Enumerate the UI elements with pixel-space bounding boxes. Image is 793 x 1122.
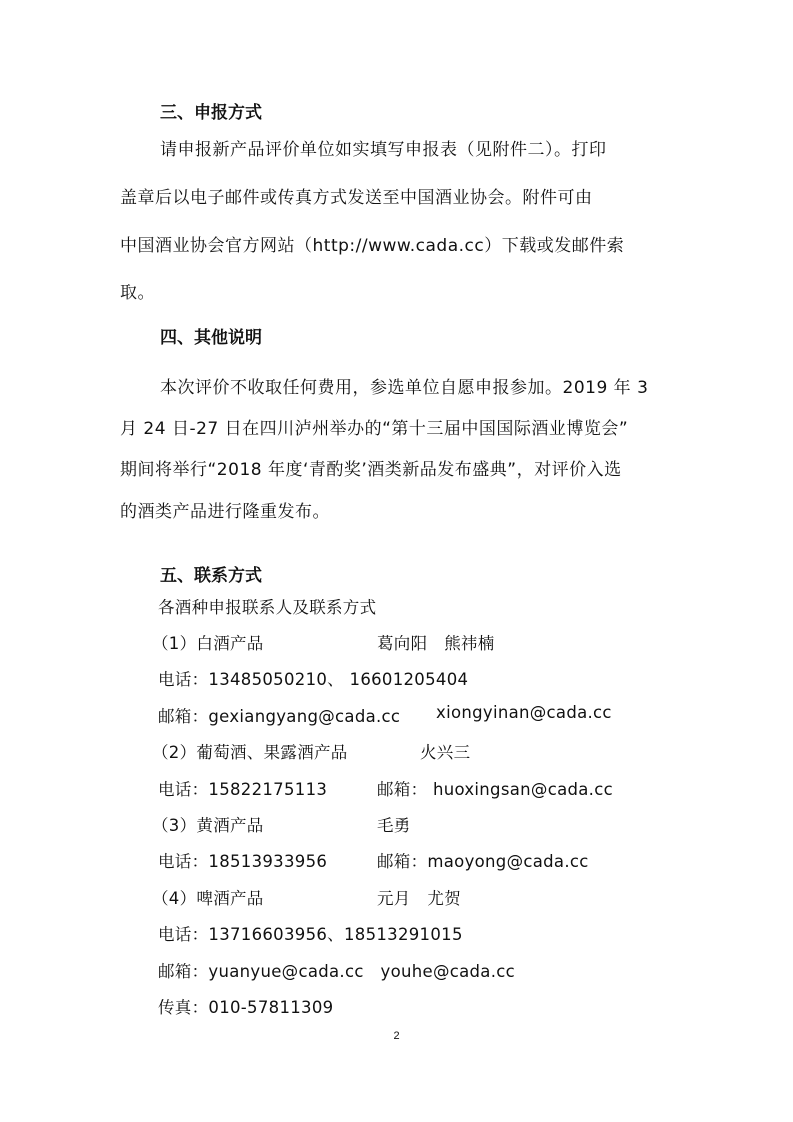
section-4-title: 四、其他说明 [160,328,262,348]
contact-4-category: （4）啤酒产品 [152,889,264,908]
page-number: 2 [393,1030,400,1042]
contact-3-names: 毛勇 [377,816,411,835]
contact-2-names: 火兴三 [420,743,471,762]
contact-2-email: 邮箱： huoxingsan@cada.cc [377,780,613,799]
section-3-line-4: 取。 [120,283,155,303]
contact-2-phone: 电话：15822175113 [158,780,328,799]
section-3-line-1: 请申报新产品评价单位如实填写申报表（见附件二）。打印 [160,140,607,160]
contact-1-email-a: 邮箱：gexiangyang@cada.cc [158,707,401,726]
contact-1-names: 葛向阳 熊祎楠 [377,634,495,653]
contact-1-email-b: xiongyinan@cada.cc [436,703,612,722]
section-4-line-4: 的酒类产品进行隆重发布。 [120,502,330,522]
section-3-title: 三、申报方式 [160,103,262,123]
contact-3-category: （3）黄酒产品 [152,816,264,835]
contact-1-phone: 电话：13485050210、 16601205404 [158,670,469,689]
contact-3-phone: 电话：18513933956 [158,852,328,871]
section-3-line-2: 盖章后以电子邮件或传真方式发送至中国酒业协会。附件可由 [120,188,593,208]
contact-intro: 各酒种申报联系人及联系方式 [158,598,377,617]
section-3-line-3: 中国酒业协会官方网站（http://www.cada.cc）下载或发邮件索 [120,236,625,256]
contact-fax: 传真：010-57811309 [158,998,334,1017]
section-4-line-2: 月 24 日-27 日在四川泸州举办的“第十三届中国国际酒业博览会” [120,419,629,439]
contact-4-phone: 电话：13716603956、18513291015 [158,925,463,944]
contact-3-email: 邮箱：maoyong@cada.cc [377,852,589,871]
contact-4-email: 邮箱：yuanyue@cada.cc youhe@cada.cc [158,962,516,981]
contact-4-names: 元月 尤贺 [377,889,461,908]
contact-2-category: （2）葡萄酒、果露酒产品 [152,743,348,762]
section-4-line-1: 本次评价不收取任何费用，参选单位自愿申报参加。2019 年 3 [160,378,649,398]
section-5-title: 五、联系方式 [160,566,262,586]
contact-1-category: （1）白酒产品 [152,634,264,653]
section-4-line-3: 期间将举行“2018 年度‘青酌奖’酒类新品发布盛典”，对评价入选 [120,460,622,480]
